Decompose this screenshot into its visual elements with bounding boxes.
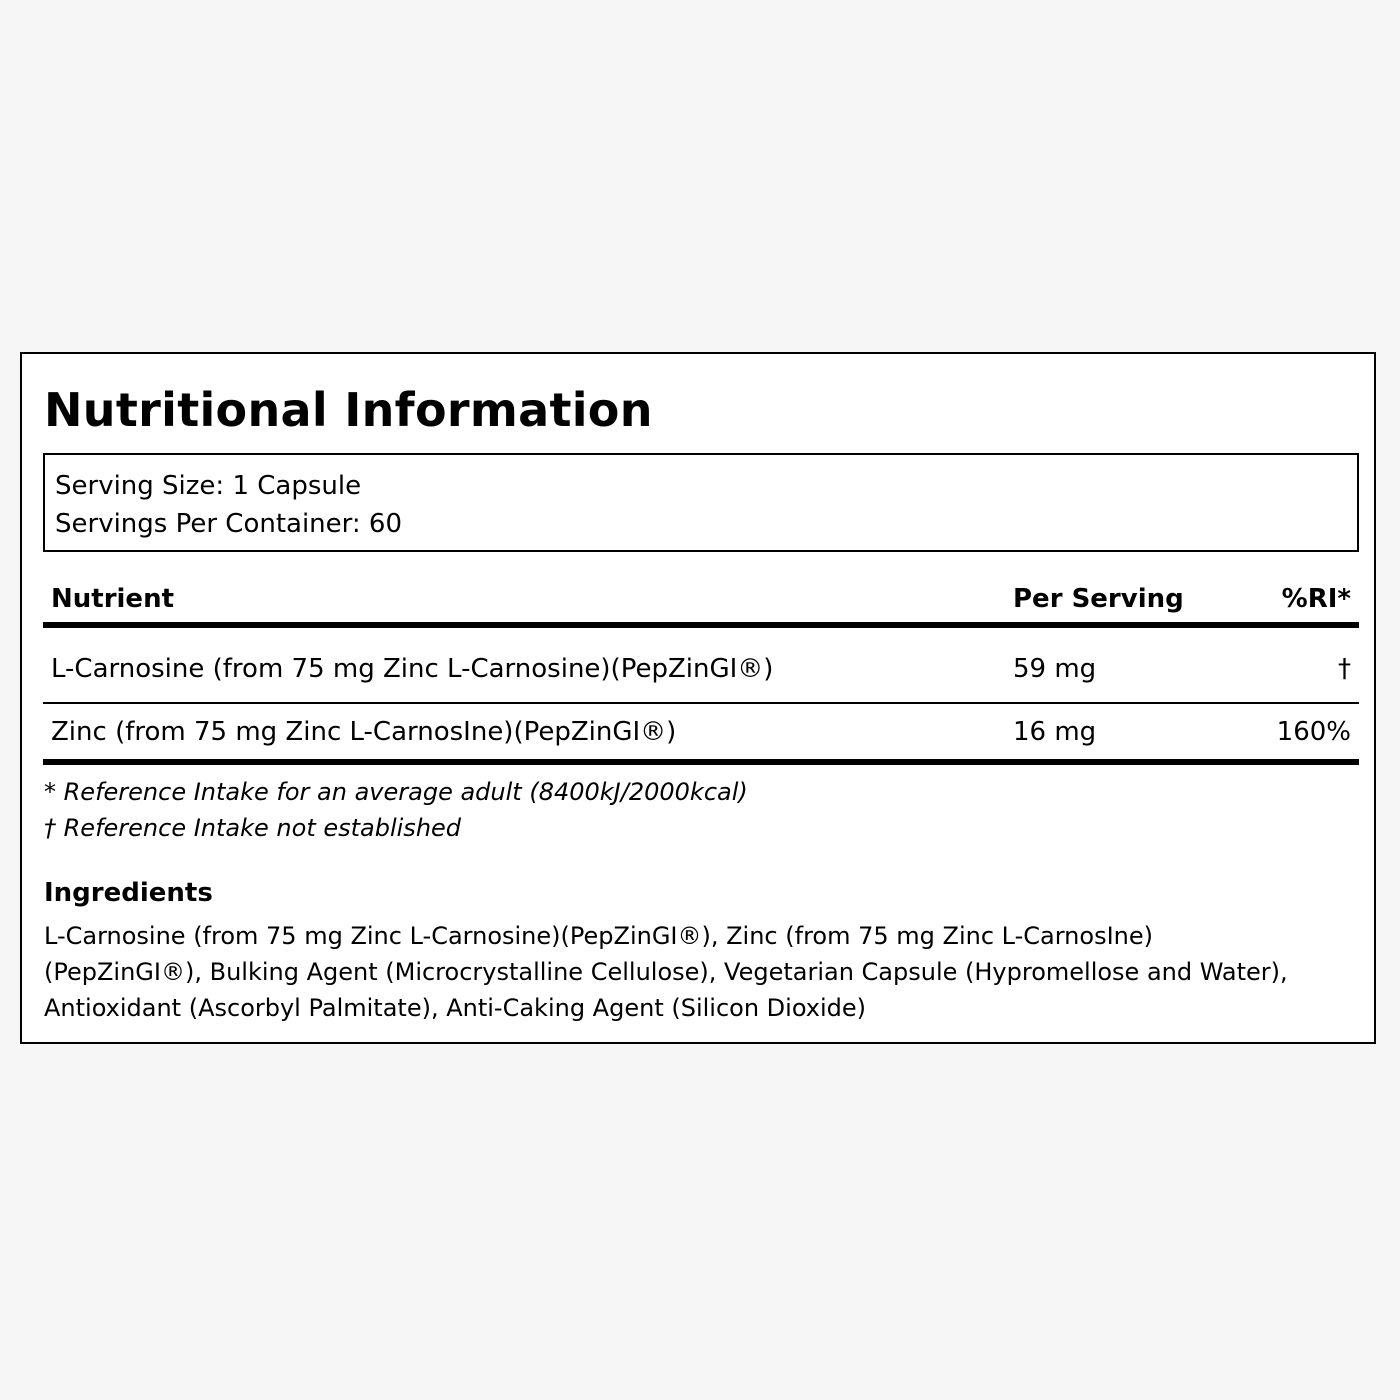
per-serving-value: 16 mg	[1013, 716, 1097, 747]
nutrient-name: L-Carnosine (from 75 mg Zinc L-Carnosine)(PepZinGI®)	[51, 654, 774, 684]
header-ri: %RI*	[1281, 584, 1351, 614]
nutrient-table	[43, 576, 1359, 765]
nutrient-name: Zinc (from 75 mg Zinc L-CarnosIne)(PepZinGI®)	[51, 716, 677, 747]
footnote-not-established: † Reference Intake not established	[44, 814, 462, 842]
footnotes	[44, 774, 748, 846]
ri-value: †	[1338, 654, 1351, 684]
nutrition-panel	[20, 352, 1376, 1044]
table-row	[43, 628, 1359, 704]
ingredients-heading: Ingredients	[44, 878, 213, 908]
header-per-serving: Per Serving	[1013, 584, 1184, 614]
footnote-reference-intake: * Reference Intake for an average adult (8400kJ/2000kcal)	[44, 778, 748, 806]
ri-value: 160%	[1276, 716, 1351, 747]
header-nutrient: Nutrient	[51, 584, 175, 614]
table-row	[43, 704, 1359, 765]
panel-title: Nutritional Information	[44, 383, 653, 437]
ingredients-text: L-Carnosine (from 75 mg Zinc L-Carnosine)(PepZinGI®), Zinc (from 75 mg Zinc L-CarnosIne)(PepZinGI®), Bulking Agent (Microcrystalline Cellulose), Vegetarian Capsule (Hypromellose and Water), Antioxidant (Ascorbyl Palmitate), Anti-Caking Agent (Silicon Dioxide)	[44, 922, 1288, 1022]
servings-per-container: Servings Per Container: 60	[55, 509, 403, 539]
table-header-row	[43, 576, 1359, 628]
serving-size: Serving Size: 1 Capsule	[55, 471, 362, 501]
serving-info-box	[43, 453, 1359, 552]
per-serving-value: 59 mg	[1013, 654, 1097, 684]
